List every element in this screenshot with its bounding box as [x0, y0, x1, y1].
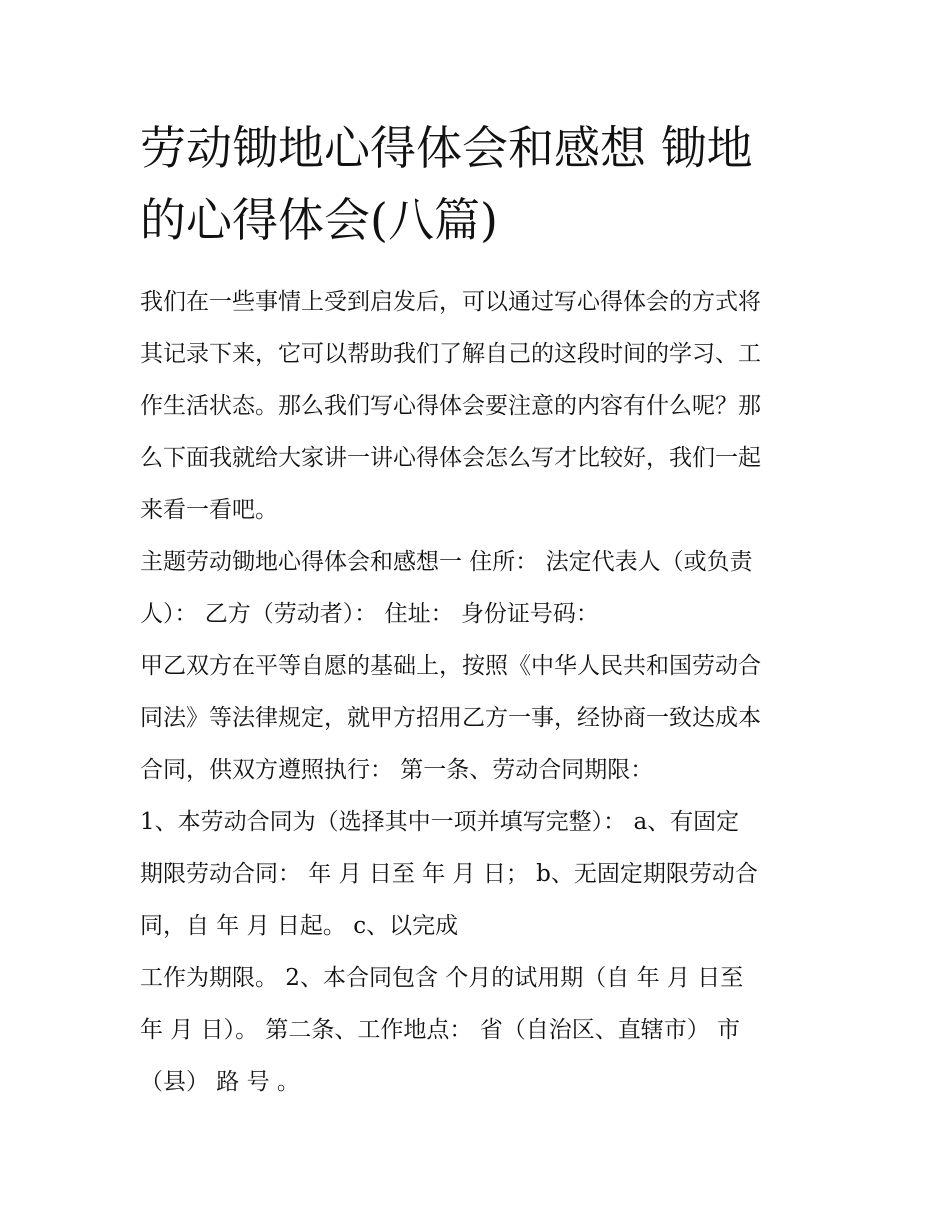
- paragraph-contract-term: [140, 796, 815, 952]
- text-line: 么下面我就给大家讲一讲心得体会怎么写才比较好，我们一起: [140, 445, 761, 471]
- text-line: （县） 路 号 。: [140, 1069, 300, 1095]
- text-line: 我们在一些事情上受到启发后，可以通过写心得体会的方式将: [140, 289, 761, 315]
- text-line: 人）： 乙方（劳动者）： 住址： 身份证号码：: [140, 601, 599, 627]
- text-line: 其记录下来，它可以帮助我们了解自己的这段时间的学习、工: [140, 341, 761, 367]
- paragraph-intro: [140, 276, 815, 536]
- text-line: 来看一看吧。: [140, 497, 278, 523]
- paragraph-work-location: [140, 952, 815, 1108]
- text-line: 主题劳动锄地心得体会和感想一 住所： 法定代表人（或负责: [140, 549, 753, 575]
- document-title: [140, 112, 820, 256]
- title-line: 劳动锄地心得体会和感想 锄地: [140, 121, 753, 175]
- paragraph-parties: [140, 536, 815, 640]
- text-line: 合同，供双方遵照执行： 第一条、劳动合同期限：: [140, 757, 654, 783]
- text-line: 同，自 年 月 日起。 c、以完成: [140, 913, 459, 939]
- title-line: 的心得体会(八篇): [140, 193, 498, 247]
- text-line: 1、本劳动合同为（选择其中一项并填写完整）： a、有固定: [140, 809, 740, 835]
- text-line: 作生活状态。那么我们写心得体会要注意的内容有什么呢？那: [140, 393, 761, 419]
- paragraph-agreement: [140, 640, 815, 796]
- document-body: [140, 276, 815, 1108]
- text-line: 期限劳动合同： 年 月 日至 年 月 日； b、无固定期限劳动合: [140, 861, 758, 887]
- text-line: 甲乙双方在平等自愿的基础上，按照《中华人民共和国劳动合: [140, 653, 761, 679]
- text-line: 同法》等法律规定，就甲方招用乙方一事，经协商一致达成本: [140, 705, 761, 731]
- text-line: 年 月 日）。 第二条、工作地点： 省（自治区、直辖市） 市: [140, 1017, 741, 1043]
- text-line: 工作为期限。 2、本合同包含 个月的试用期（自 年 月 日至: [140, 965, 744, 991]
